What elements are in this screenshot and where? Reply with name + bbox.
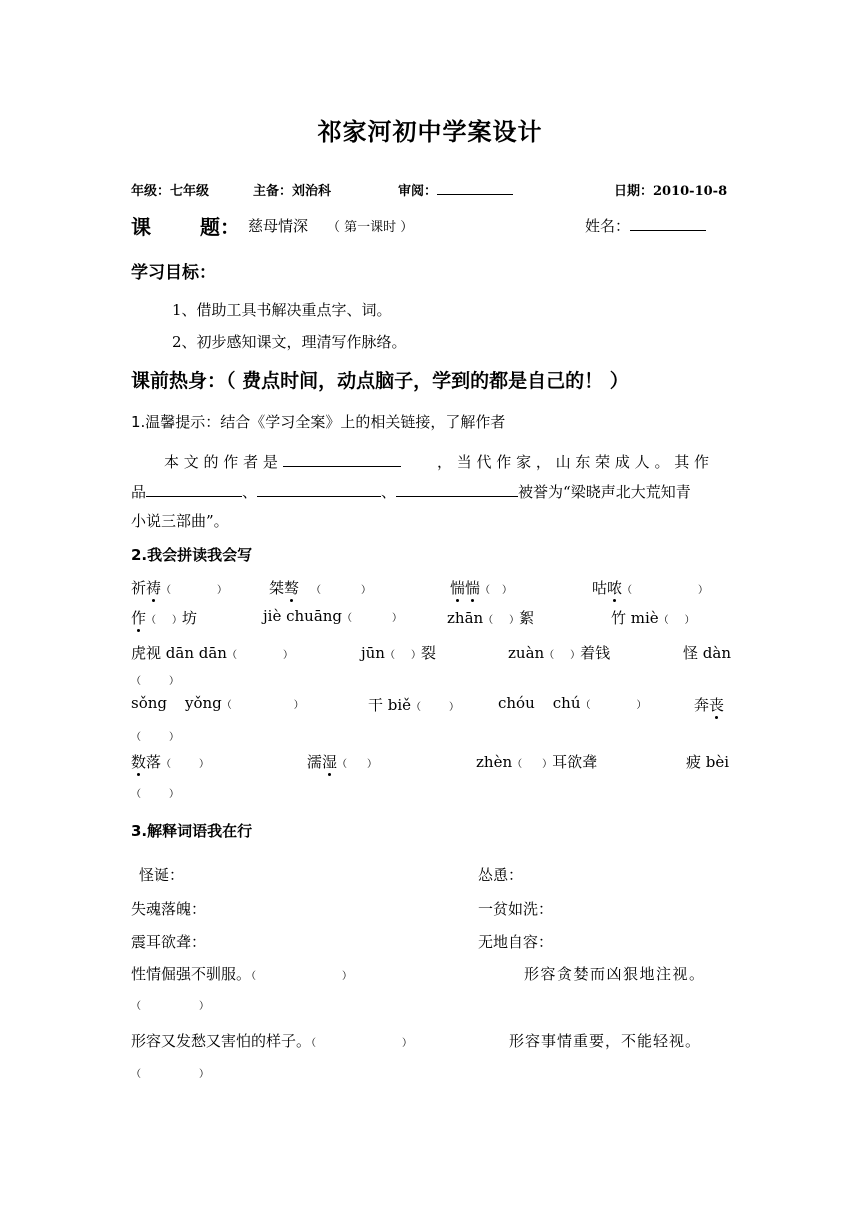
vocab-term: 一贫如洗： <box>478 900 554 918</box>
goals-heading: 学习目标： <box>131 263 216 283</box>
pinyin-item: 作（ ）坊 <box>131 609 198 627</box>
pinyin-item: 惴惴（ ） <box>450 579 513 597</box>
date-label: 日期：2010-10-8 <box>614 184 728 199</box>
pinyin-item: jiè chuāng（ ） <box>263 607 403 625</box>
pinyin-paren: （ ） <box>131 732 179 743</box>
lesson-label-ti: 题： <box>200 215 240 239</box>
reviewer-field[interactable] <box>398 180 513 199</box>
pinyin-item: zhèn（ ）耳欲聋 <box>476 753 598 771</box>
pinyin-item: zuàn（ ）着钱 <box>508 644 611 662</box>
reviewer-label: 审阅： <box>398 184 438 199</box>
author-label: 主备：刘治科 <box>253 184 332 199</box>
reviewer-blank[interactable] <box>437 180 513 195</box>
vocab-term: 怪诞： <box>139 866 185 884</box>
warmup-heading: 课前热身：（ 费点时间，动点脑子，学到的都是自己的！ ） <box>131 370 629 392</box>
work-blank[interactable] <box>396 482 518 497</box>
pinyin-item: sǒng yǒng（ ） <box>131 694 304 712</box>
page-title: 祁家河初中学案设计 <box>317 117 543 146</box>
vocab-term: 震耳欲聋： <box>131 933 207 951</box>
work-blank[interactable] <box>146 482 242 497</box>
vocab-question: 性情倔强不驯服。（ ） <box>131 965 353 983</box>
author-sentence: 本 文 的 作 者 是 <box>164 451 401 472</box>
name-blank[interactable] <box>630 216 706 231</box>
name-field[interactable] <box>585 215 706 236</box>
pinyin-item: chóu chú（ ） <box>498 694 647 712</box>
pinyin-paren: （ ） <box>131 676 179 687</box>
author-sentence-cont: ， 当 代 作 家 ， 山 东 荣 成 人 。 其 作 <box>437 453 709 471</box>
pinyin-item: 桀骜 （ ） <box>269 579 372 597</box>
work-blank[interactable] <box>257 482 381 497</box>
pinyin-item: 怪 dàn <box>683 644 731 662</box>
name-label: 姓名： <box>585 217 631 235</box>
pinyin-item: 祈祷（ ） <box>131 579 228 597</box>
vocab-term: 失魂落魄： <box>131 900 207 918</box>
vocab-term: 怂恿： <box>478 866 524 884</box>
pinyin-item: 干 biě（ ） <box>368 696 460 714</box>
vocab-question: 形容事情重要，不能轻视。 <box>509 1032 702 1050</box>
warmup-tip: 1.温馨提示：结合《学习全案》上的相关链接，了解作者 <box>131 413 506 431</box>
pinyin-item: 濡湿（ ） <box>307 753 378 771</box>
vocab-heading: 3.解释词语我在行 <box>131 822 253 840</box>
pinyin-item: 数落（ ） <box>131 753 210 771</box>
pinyin-heading: 2.我会拼读我会写 <box>131 546 253 564</box>
vocab-term: 无地自容： <box>478 933 554 951</box>
pinyin-item: 咕哝（ ） <box>592 579 709 597</box>
vocab-question: 形容贪婪而凶狠地注视。 <box>524 965 706 983</box>
works-line: 品 、 、 被誉为“梁晓声北大荒知青 <box>131 483 691 501</box>
pinyin-item: 虎视 dān dān（ ） <box>131 644 293 662</box>
goal-item: 1、借助工具书解决重点字、词。 <box>172 301 392 319</box>
pinyin-item: 奔丧 <box>694 696 725 714</box>
pinyin-paren: （ ） <box>131 789 179 800</box>
lesson-topic: 慈母情深 <box>248 217 309 235</box>
goal-item: 2、初步感知课文，理清写作脉络。 <box>172 333 407 351</box>
pinyin-item: zhān（ ）絮 <box>447 609 535 627</box>
lesson-period: （ 第一课时 ） <box>327 220 414 235</box>
vocab-question: 形容又发愁又害怕的样子。（ ） <box>131 1032 413 1050</box>
pinyin-item: jūn（ ）裂 <box>361 644 436 662</box>
grade-label: 年级：七年级 <box>131 184 210 199</box>
works-line-end: 小说三部曲”。 <box>131 512 229 530</box>
author-blank[interactable] <box>283 452 401 467</box>
vocab-paren: （ ） <box>131 1001 209 1012</box>
lesson-label-ke: 课 <box>131 215 151 239</box>
pinyin-item: 竹 miè（ ） <box>611 609 695 627</box>
vocab-paren: （ ） <box>131 1069 209 1080</box>
pinyin-item: 疲 bèi <box>686 753 730 771</box>
